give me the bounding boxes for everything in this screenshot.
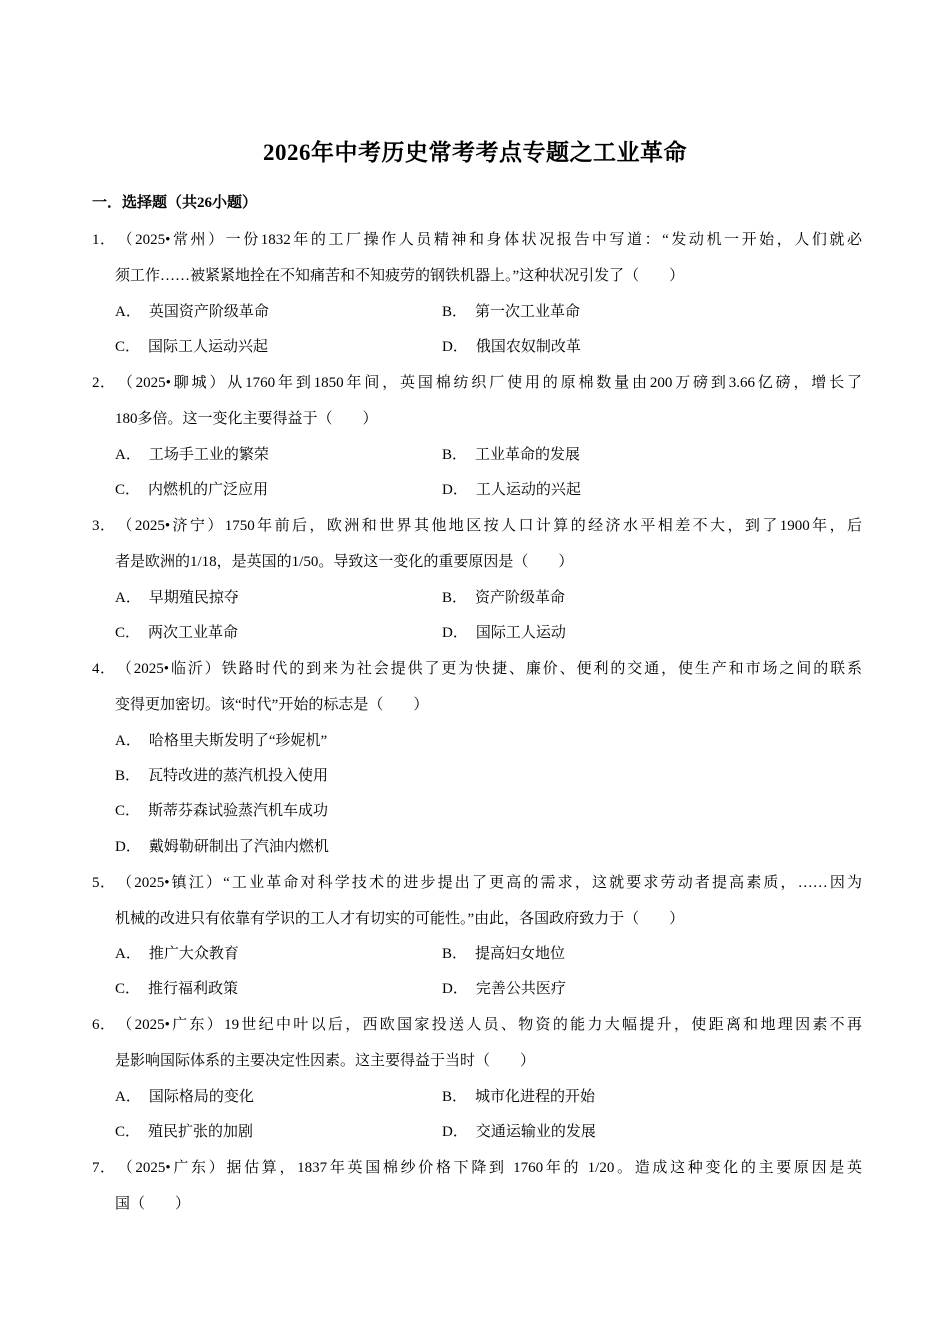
question-number: 7． (92, 1160, 115, 1176)
question-3-option-d[interactable]: D． 国际工人运动 (442, 625, 566, 641)
question-6-line-2: 是影响国际体系的主要决定性因素。这主要得益于当时（ ） (115, 1053, 536, 1069)
question-3-line-2: 者是欧洲的1/18，是英国的1/50。导致这一变化的重要原因是（ ） (115, 554, 574, 570)
question-1-option-a[interactable]: A． 英国资产阶级革命 (115, 304, 269, 320)
question-3-line-1 (92, 514, 862, 535)
question-4-option-c[interactable]: C． 斯蒂芬森试验蒸汽机车成功 (115, 803, 329, 819)
question-text: （2025•聊城）从1760年到1850年间，英国棉纺织厂使用的原棉数量由200万磅到3.66亿磅，增长了 (115, 375, 862, 391)
question-text: （2025•广东）19世纪中叶以后，西欧国家投送人员、物资的能力大幅提升，使距离和地理因素不再 (115, 1017, 862, 1033)
question-1-line-2: 须工作……被紧紧地拴在不知痛苦和不知疲劳的钢铁机器上。”这种状况引发了（ ） (115, 268, 685, 284)
question-text: （2025•镇江）“工业革命对科学技术的进步提出了更高的需求，这就要求劳动者提高素质，……因为 (115, 875, 862, 891)
question-3-option-c[interactable]: C． 两次工业革命 (115, 625, 239, 641)
question-2-line-2: 180多倍。这一变化主要得益于（ ） (115, 411, 378, 427)
question-text: （2025•常州）一份1832年的工厂操作人员精神和身体状况报告中写道：“发动机一开始，人们就必 (115, 232, 862, 248)
question-text: （2025•临沂）铁路时代的到来为社会提供了更为快捷、廉价、便利的交通，使生产和市场之间的联系 (115, 661, 862, 677)
question-1-option-c[interactable]: C． 国际工人运动兴起 (115, 339, 269, 355)
question-5-option-d[interactable]: D． 完善公共医疗 (442, 981, 566, 997)
question-5-line-1 (92, 871, 862, 892)
question-6-option-a[interactable]: A． 国际格局的变化 (115, 1089, 254, 1105)
question-3-option-b[interactable]: B． 资产阶级革命 (442, 590, 566, 606)
question-1-option-d[interactable]: D． 俄国农奴制改革 (442, 339, 581, 355)
question-5-option-b[interactable]: B． 提高妇女地位 (442, 946, 566, 962)
question-6-option-c[interactable]: C． 殖民扩张的加剧 (115, 1124, 254, 1140)
question-5-option-a[interactable]: A． 推广大众教育 (115, 946, 239, 962)
question-2-line-1 (92, 371, 862, 392)
question-2-option-b[interactable]: B． 工业革命的发展 (442, 447, 581, 463)
question-5-line-2: 机械的改进只有依靠有学识的工人才有切实的可能性。”由此，各国政府致力于（ ） (115, 911, 685, 927)
question-2-option-a[interactable]: A． 工场手工业的繁荣 (115, 447, 269, 463)
question-6-option-d[interactable]: D． 交通运输业的发展 (442, 1124, 596, 1140)
question-7-line-2: 国（ ） (115, 1196, 191, 1212)
question-number: 5． (92, 875, 115, 891)
question-2-option-d[interactable]: D． 工人运动的兴起 (442, 482, 581, 498)
question-1-line-1 (92, 228, 862, 249)
question-2-option-c[interactable]: C． 内燃机的广泛应用 (115, 482, 269, 498)
question-number: 1． (92, 232, 115, 248)
question-4-line-1 (92, 657, 862, 678)
question-3-option-a[interactable]: A． 早期殖民掠夺 (115, 590, 239, 606)
question-6-option-b[interactable]: B． 城市化进程的开始 (442, 1089, 596, 1105)
question-1-option-b[interactable]: B． 第一次工业革命 (442, 304, 581, 320)
question-5-option-c[interactable]: C． 推行福利政策 (115, 981, 239, 997)
question-number: 4． (92, 661, 115, 677)
question-4-option-d[interactable]: D． 戴姆勒研制出了汽油内燃机 (115, 839, 329, 855)
section-heading: 一．选择题（共26小题） (92, 195, 258, 211)
question-7-line-1 (92, 1156, 862, 1177)
page-title: 2026年中考历史常考考点专题之工业革命 (263, 140, 687, 165)
question-4-line-2: 变得更加密切。该“时代”开始的标志是（ ） (115, 697, 429, 713)
question-4-option-b[interactable]: B． 瓦特改进的蒸汽机投入使用 (115, 768, 329, 784)
question-number: 6． (92, 1017, 115, 1033)
question-text: （2025•济宁）1750年前后，欧洲和世界其他地区按人口计算的经济水平相差不大，到了1900年，后 (115, 518, 862, 534)
question-number: 2． (92, 375, 115, 391)
question-text: （2025•广东）据估算，1837年英国棉纱价格下降到 1760年的 1/20。造成这种变化的主要原因是英 (115, 1160, 862, 1176)
question-4-option-a[interactable]: A． 哈格里夫斯发明了“珍妮机” (115, 733, 328, 749)
question-number: 3． (92, 518, 115, 534)
question-6-line-1 (92, 1013, 862, 1034)
